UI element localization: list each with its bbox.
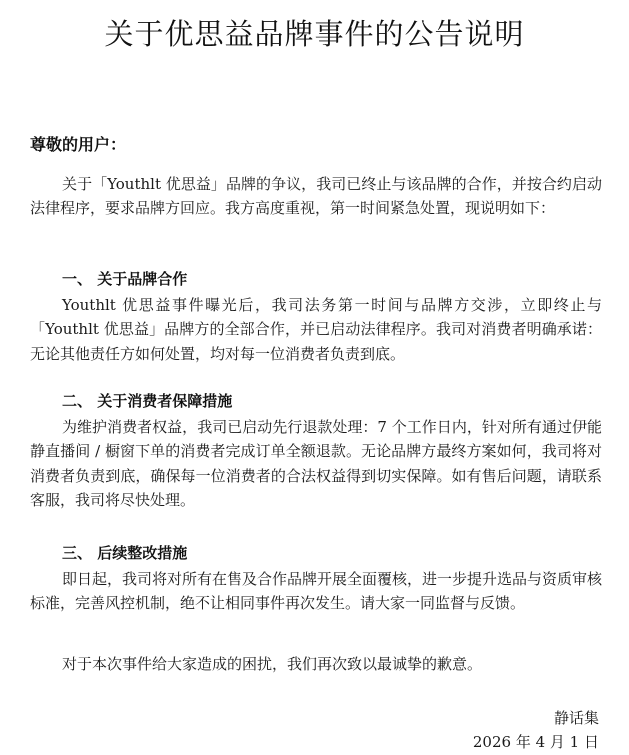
closing-text: 对于本次事件给大家造成的困扰，我们再次致以最诚挚的歉意。 (62, 655, 483, 673)
greeting: 尊敬的用户： (30, 135, 127, 154)
section-1-text: Youthlt 优思益事件曝光后，我司法务第一时间与品牌方交涉，立即终止与「Youthlt 优思益」品牌方的全部合作，并已启动法律程序。我司对消费者明确承诺：无论其他责任方如何处置，均对每一位消费者负责到底。 (30, 296, 602, 363)
section-3-text: 即日起，我司将对所有在售及合作品牌开展全面覆核，进一步提升选品与资质审核标准，完善风控机制，绝不让相同事件再次发生。请大家一同监督与反馈。 (30, 570, 603, 613)
document-title: 关于优思益品牌事件的公告说明 (104, 17, 525, 51)
intro-text: 关于「Youthlt 优思益」品牌的争议，我司已终止与该品牌的合作，并按合约启动法律程序，要求品牌方回应。我方高度重视，第一时间紧急处置，现说明如下： (30, 175, 602, 218)
closing-paragraph (30, 652, 602, 676)
section-3-body (30, 567, 602, 616)
section-2-body (30, 415, 602, 512)
date: 2026 年 4 月 1 日 (472, 733, 599, 751)
section-1-body (30, 293, 602, 366)
signature: 静话集 (553, 709, 599, 727)
intro-paragraph (30, 172, 602, 221)
section-2-heading: 二、 关于消费者保障措施 (62, 392, 233, 410)
section-2-text: 为维护消费者权益，我司已启动先行退款处理：7 个工作日内，针对所有通过伊能静直播间 / 橱窗下单的消费者完成订单全额退款。无论品牌方最终方案如何，我司将对消费者负责到底，确保每一位消费者的合法权益得到切实保障。如有售后问题，请联系客服，我司将尽快处理。 (30, 418, 602, 509)
section-3-heading: 三、 后续整改措施 (62, 544, 188, 562)
section-1-heading: 一、 关于品牌合作 (62, 270, 188, 288)
